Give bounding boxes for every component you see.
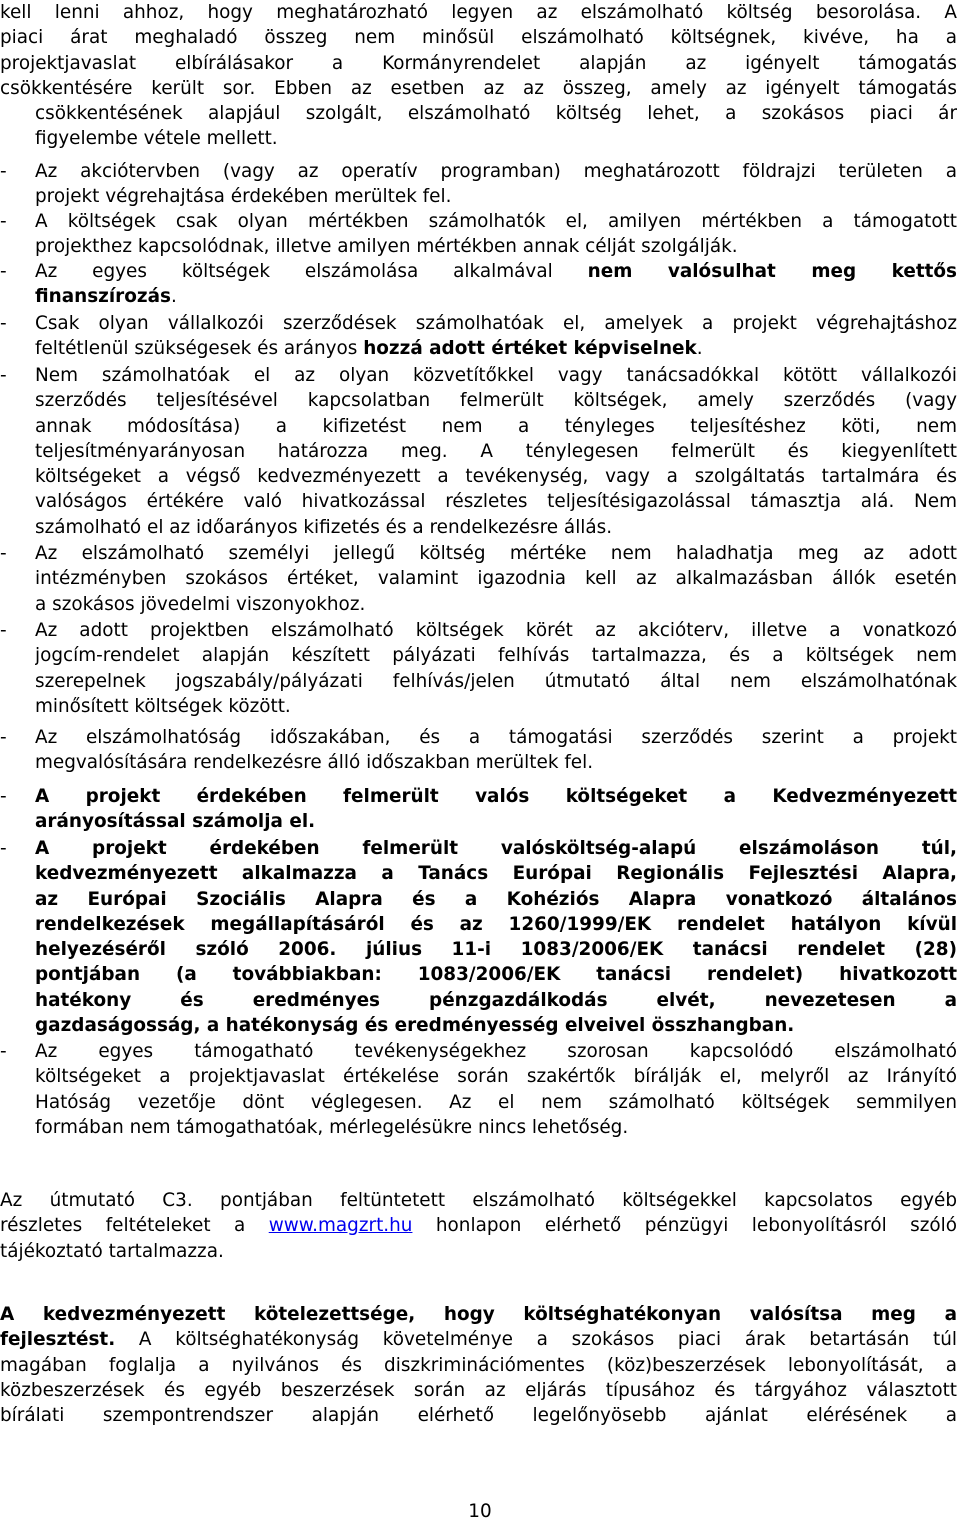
text-line: a szokásos jövedelmi viszonyokhoz. [35, 593, 366, 615]
text-line: projekthez kapcsolódnak, illetve amilyen mértékben annak célját szolgálják. [35, 236, 738, 258]
intro-paragraph-cont [0, 76, 957, 101]
text-line [0, 1213, 957, 1238]
text-line: figyelembe vétele mellett. [35, 128, 278, 150]
text-run: feltétlenül szükségesek és arányos [35, 338, 364, 360]
list-dash: - [0, 838, 7, 859]
text-line: Nem számolhatóak el az olyan közvetítőkkel vagy tanácsadókkal kötött vállalkozói [35, 365, 957, 386]
text-line: kedvezményezett alkalmazza a Tanács Európai Regionális Fejlesztési Alapra, [35, 863, 957, 885]
text-line: csökkentésére került sor. Ebben az esetben az az összeg, amely az igényelt támogatás [0, 78, 957, 99]
text-run: honlapon elérhető pénzügyi lebonyolításról szóló [412, 1215, 957, 1237]
bold-text: nem valósulhat meg kettős [587, 261, 957, 282]
text-line: A projekt érdekében felmerült valósköltség-alapú elszámoláson túl, [35, 838, 957, 859]
list-dash: - [0, 1041, 7, 1062]
text-run: . [696, 338, 703, 360]
text-line: gazdaságosság, a hatékonyság és eredményesség elveivel összhangban. [35, 1015, 795, 1037]
text-line: projektjavaslat elbírálásakor a Kormányrendelet alapján az igényelt támogatás [0, 52, 957, 74]
text-line: az Európai Szociális Alapra és a Kohéziós Alapra vonatkozó általános [35, 888, 957, 910]
list-dash: - [0, 211, 7, 232]
text-line [35, 284, 957, 309]
text-line: A kedvezményezett kötelezettsége, hogy költséghatékonyan valósítsa meg a [0, 1304, 957, 1325]
text-line: jogcím-rendelet alapján készített pályázati felhívás tartalmazza, és a költségek nem [35, 645, 957, 667]
text-line: Csak olyan vállalkozói szerződések számolhatóak el, amelyek a projekt végrehajtáshoz [35, 313, 957, 334]
text-line: szerepelnek jogszabály/pályázati felhívás/jelen útmutató által nem elszámolhatónak [35, 670, 957, 692]
text-line: költségeket a végső kedvezményezett a tevékenység, vagy a szolgáltatás tartalmára és [35, 466, 957, 488]
text-line: Az elszámolható személyi jellegű költség mértéke nem haladhatja meg az adott [35, 543, 957, 564]
list-dash: - [0, 543, 7, 564]
text-line: rendelkezések megállapításáról és az 1260/1999/EK rendelet hatályon kívül [35, 913, 957, 935]
text-line: valóságos értékére való hivatkozással részletes teljesítésigazolással támasztja alá. Nem [35, 491, 957, 513]
list-dash: - [0, 261, 7, 282]
text-line: megvalósítására rendelkezésre álló időszakban merültek fel. [35, 752, 594, 774]
text-run: . [170, 286, 177, 308]
text-line: projekt végrehajtása érdekében merültek fel. [35, 186, 452, 208]
text-line: annak módosítása) a kifizetést nem a tényleges teljesítéshez köti, nem [35, 415, 957, 437]
text-line: A projekt érdekében felmerült valós költségeket a Kedvezményezett [35, 786, 957, 807]
text-line: formában nem támogathatóak, mérlegelésükre nincs lehetőség. [35, 1116, 629, 1138]
text-line: költségeket a projektjavaslat értékelése során szakértők bírálják el, melyről az Irányító [35, 1066, 957, 1088]
magzrt-link[interactable]: www.magzrt.hu [268, 1215, 413, 1237]
bold-text: fejlesztést. [0, 1329, 116, 1351]
text-line: Az adott projektben elszámolható költségek körét az akcióterv, illetve a vonatkozó [35, 620, 957, 641]
list-dash: - [0, 313, 7, 334]
text-line: teljesítményarányosan határozza meg. A ténylegesen felmerült és kiegyenlített [35, 440, 957, 462]
text-line [35, 259, 957, 284]
bold-text: hozzá adott értéket képviselnek [363, 338, 697, 360]
text-line: szerződés teljesítésével kapcsolatban felmerült költségek, amely szerződés (vagy [35, 390, 957, 412]
text-line: kell lenni ahhoz, hogy meghatározható legyen az elszámolható költség besorolása. A [0, 2, 957, 23]
text-line [0, 1327, 957, 1352]
page-number: 10 [468, 1501, 492, 1522]
text-run: A költséghatékonyság követelménye a szokásos piaci árak betartásán túl [115, 1329, 957, 1351]
text-line: magában foglalja a nyilvános és diszkriminációmentes (köz)beszerzések lebonyolítását, a [0, 1354, 957, 1376]
text-run: Az egyes költségek elszámolása alkalmával [35, 261, 588, 282]
list-dash: - [0, 161, 7, 182]
text-line: Az útmutató C3. pontjában feltüntetett elszámolható költségekkel kapcsolatos egyéb [0, 1190, 957, 1211]
text-line: Hatóság vezetője dönt véglegesen. Az el nem számolható költségek semmilyen [35, 1091, 957, 1113]
text-line: számolható el az időarányos kifizetés és a rendelkezésre állás. [35, 516, 613, 538]
list-dash: - [0, 620, 7, 641]
text-line: közbeszerzések és egyéb beszerzések során az eljárás típusához és tárgyához választott [0, 1379, 957, 1401]
text-line: tájékoztató tartalmazza. [0, 1240, 224, 1262]
text-line [35, 336, 957, 361]
text-line: helyezéséről szóló 2006. július 11-i 1083/2006/EK tanácsi rendelet (28) [35, 939, 957, 961]
list-dash: - [0, 365, 7, 386]
text-line: A költségek csak olyan mértékben számolhatók el, amilyen mértékben a támogatott [35, 211, 957, 232]
text-line: intézményben szokásos értéket, valamint igazodnia kell az alkalmazásban állók esetén [35, 568, 957, 590]
text-line: bírálati szempontrendszer alapján elérhető legelőnyösebb ajánlat elérésének a [0, 1405, 957, 1427]
text-line: pontjában (a továbbiakban: 1083/2006/EK tanácsi rendelet) hivatkozott [35, 964, 957, 986]
text-line: arányosítással számolja el. [35, 811, 316, 833]
c3-paragraph [0, 1188, 957, 1264]
text-line: piaci árat meghaladó összeg nem minősül elszámolható költségnek, kivéve, ha a [0, 27, 957, 49]
bold-text: finanszírozás [35, 286, 171, 308]
list-dash: - [0, 727, 7, 748]
list-dash: - [0, 786, 7, 807]
text-line: minősített költségek között. [35, 695, 291, 717]
text-line: csökkentésének alapjául szolgált, elszámolható költség lehet, a szokásos piaci ár [35, 103, 957, 124]
cost-efficiency-paragraph [0, 1302, 957, 1428]
text-run: részletes feltételeket a [0, 1215, 269, 1237]
intro-paragraph-indented [35, 101, 957, 152]
text-line: Az egyes támogatható tevékenységekhez szorosan kapcsolódó elszámolható [35, 1041, 957, 1062]
text-line: Az akciótervben (vagy az operatív programban) meghatározott földrajzi területen a [35, 161, 957, 182]
intro-paragraph [0, 0, 957, 76]
text-line: Az elszámolhatóság időszakában, és a támogatási szerződés szerint a projekt [35, 727, 957, 748]
text-line: hatékony és eredményes pénzgazdálkodás elvét, nevezetesen a [35, 989, 957, 1011]
